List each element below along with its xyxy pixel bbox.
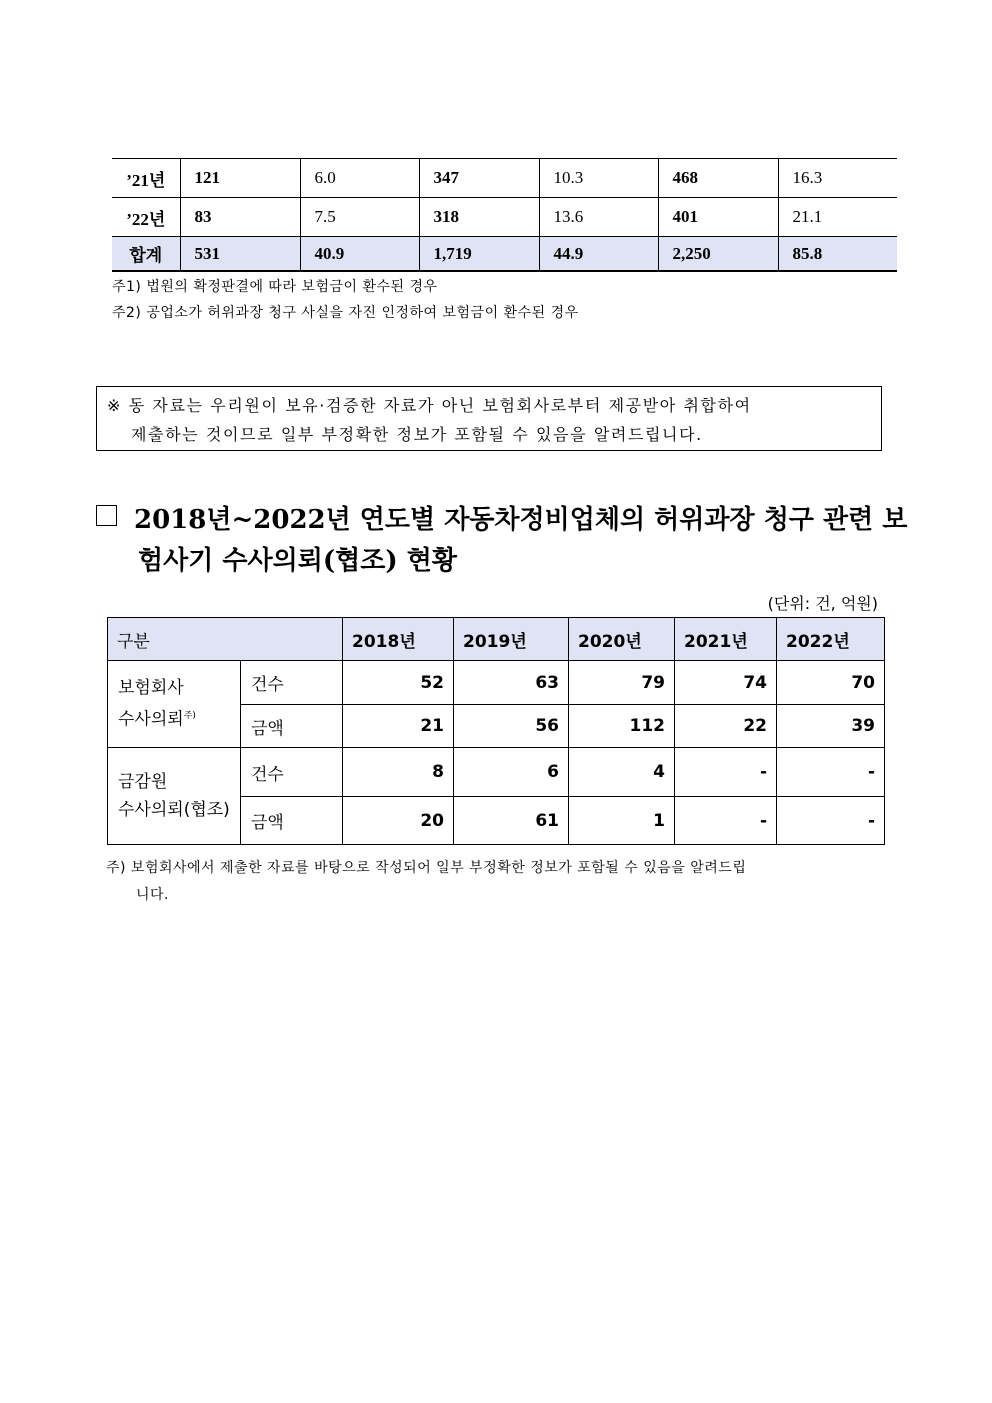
- note-2: 주2) 공업소가 허위과장 청구 사실을 자진 인정하여 보험금이 환수된 경우: [112, 305, 579, 321]
- table-cell: 20: [343, 797, 454, 845]
- table-cell: 6: [454, 748, 569, 797]
- table-cell: 121: [180, 159, 300, 198]
- footnote-line-1: 주) 보험회사에서 제출한 자료를 바탕으로 작성되어 일부 부정확한 정보가 포함될 수 있음을 알려드립: [106, 860, 747, 876]
- table-cell: 1: [569, 797, 675, 845]
- table-cell: 79: [569, 661, 675, 705]
- table-cell: 10.3: [539, 159, 658, 198]
- table-cell: 112: [569, 705, 675, 748]
- table-header-row: [108, 618, 885, 661]
- table-row: [108, 748, 885, 797]
- header-year: 2019년: [454, 618, 569, 661]
- notice-line-2: 제출하는 것이므로 일부 부정확한 정보가 포함될 수 있음을 알려드립니다.: [131, 425, 703, 444]
- footnote-line-2: 니다.: [136, 887, 169, 903]
- header-year: 2021년: [675, 618, 777, 661]
- table-cell: 83: [180, 198, 300, 237]
- unit-label: (단위: 건, 억원): [767, 594, 878, 613]
- table-cell: 22: [675, 705, 777, 748]
- header-year: 2022년: [777, 618, 885, 661]
- header-category: 구분: [108, 618, 343, 661]
- footnote-mark: 주): [183, 711, 196, 722]
- table-cell: 63: [454, 661, 569, 705]
- table-cell: -: [675, 797, 777, 845]
- investigation-table: [107, 617, 885, 845]
- table-cell: 318: [419, 198, 539, 237]
- table-cell: 61: [454, 797, 569, 845]
- header-year: 2018년: [343, 618, 454, 661]
- table-cell: 85.8: [778, 237, 897, 272]
- group-label-line: 수사의뢰(협조): [118, 800, 230, 820]
- table-cell: 401: [658, 198, 778, 237]
- table-cell: 52: [343, 661, 454, 705]
- table-row: [112, 198, 897, 237]
- table-cell: 7.5: [300, 198, 419, 237]
- row-label: ’22년: [112, 198, 180, 237]
- total-row: [112, 237, 897, 272]
- table-cell: 4: [569, 748, 675, 797]
- notice-line-1: ※ 동 자료는 우리원이 보유·검증한 자료가 아닌 보험회사로부터 제공받아 취합하여: [107, 396, 752, 415]
- row-label-amount: 금액: [241, 705, 343, 748]
- table-cell: 468: [658, 159, 778, 198]
- header-year: 2020년: [569, 618, 675, 661]
- table-cell: -: [675, 748, 777, 797]
- row-label-amount: 금액: [241, 797, 343, 845]
- table-cell: -: [777, 797, 885, 845]
- table-cell: 70: [777, 661, 885, 705]
- row-label-count: 건수: [241, 661, 343, 705]
- table-cell: 13.6: [539, 198, 658, 237]
- group-label-line: 보험회사: [118, 678, 184, 699]
- table-cell: 6.0: [300, 159, 419, 198]
- group-label-fss: [108, 748, 241, 845]
- table-cell: 1,719: [419, 237, 539, 272]
- table-cell: 347: [419, 159, 539, 198]
- table-cell: -: [777, 748, 885, 797]
- table-cell: 74: [675, 661, 777, 705]
- row-label: 합계: [112, 237, 180, 272]
- row-label-count: 건수: [241, 748, 343, 797]
- note-1: 주1) 법원의 확정판결에 따라 보험금이 환수된 경우: [112, 279, 438, 295]
- row-label: ’21년: [112, 159, 180, 198]
- table-cell: 44.9: [539, 237, 658, 272]
- table-cell: 21.1: [778, 198, 897, 237]
- section-title-line-2: 험사기 수사의뢰(협조) 현황: [138, 546, 457, 576]
- group-label-line: 금감원: [118, 772, 168, 792]
- table-row: [112, 159, 897, 198]
- group-label-line: 수사의뢰: [118, 709, 184, 730]
- table-cell: 39: [777, 705, 885, 748]
- table-cell: 40.9: [300, 237, 419, 272]
- checkbox-square-icon: [96, 505, 117, 526]
- table-cell: 16.3: [778, 159, 897, 198]
- table-cell: 56: [454, 705, 569, 748]
- notice-box: [96, 386, 882, 451]
- recovery-table: [112, 158, 897, 272]
- table-cell: 21: [343, 705, 454, 748]
- table-row: [108, 661, 885, 705]
- section-title-line-1: 2018년~2022년 연도별 자동차정비업체의 허위과장 청구 관련 보: [134, 505, 908, 535]
- table-cell: 8: [343, 748, 454, 797]
- table-cell: 531: [180, 237, 300, 272]
- group-label-insurer: [108, 661, 241, 748]
- table-cell: 2,250: [658, 237, 778, 272]
